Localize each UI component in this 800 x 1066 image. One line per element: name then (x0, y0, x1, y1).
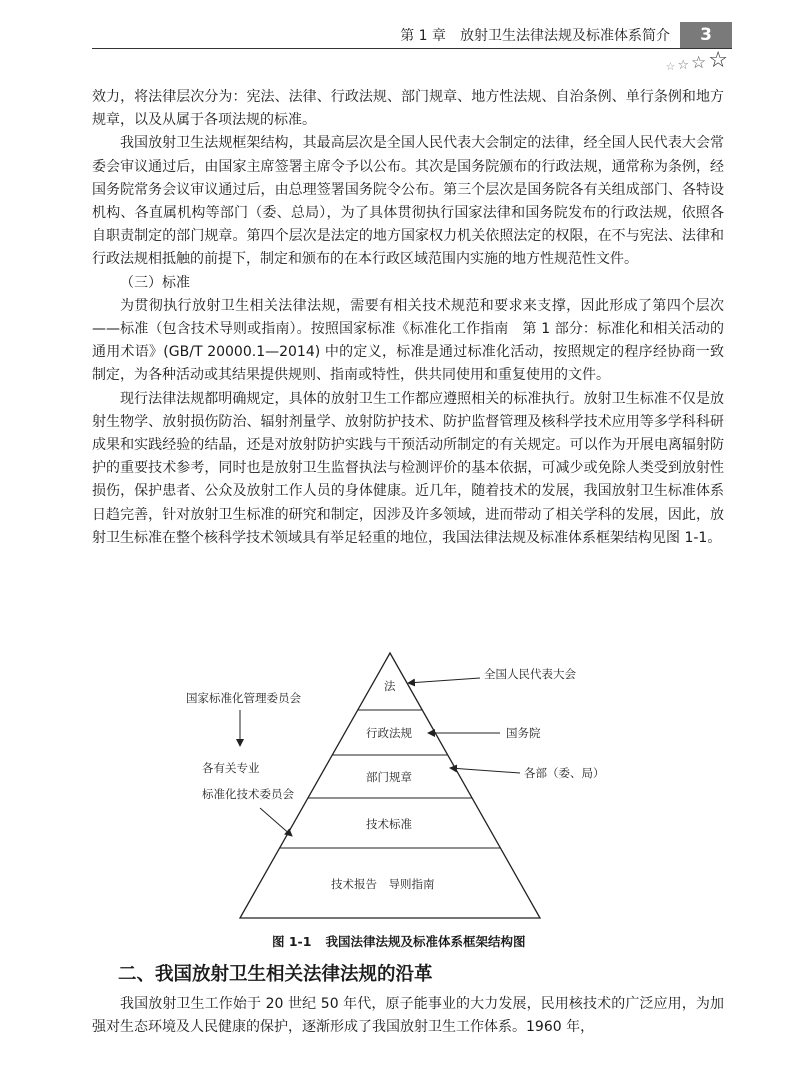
section-heading: 二、我国放射卫生相关法律法规的沿革 (118, 964, 433, 985)
label-ministries: 各部（委、局） (524, 766, 605, 780)
figure-title: 我国法律法规及标准体系框架结构图 (325, 934, 526, 949)
paragraph: 我国放射卫生法规框架结构，其最高层次是全国人民代表大会制定的法律，经全国人民代表大会常委会审议通过后，由国家主席签署主席令予以公布。其次是国务院颁布的行政法规，通常称为条例，经国务院常务会议审议通过后，由总理签署国务院令公布。第三个层次是国务院各有关组成部门、各特设机构、各直属机构等部门（委、总局），为了具体贯彻执行国家法律和国务院发布的行政法规，依照各自职责制定的部门规章。第四个层次是法定的地方国家权力机关依照法定的权限，在不与宪法、法律和行政法规相抵触的前提下，制定和颁布的在本行政区域范围内实施的地方性规范性文件。 (92, 135, 724, 268)
running-header (92, 22, 732, 49)
star-outline-icon: ☆ (691, 53, 707, 73)
figure-caption (272, 932, 525, 950)
paragraph: 现行法律法规都明确规定，具体的放射卫生工作都应遵照相关的标准执行。放射卫生标准不仅是放射生物学、放射损伤防治、辐射剂量学、放射防护技术、防护监督管理及核科学技术应用等多学科科研成果和实践经验的结晶，还是对放射防护实践与干预活动所制定的有关规定。可以作为开展电离辐射防护的重要技术参考，同时也是放射卫生监督执法与检测评价的基本依据，可减少或免除人类受到放射性损伤，保护患者、公众及放射工作人员的身体健康。近几年，随着技术的发展，我国放射卫生标准体系日趋完善，针对放射卫生标准的研究和制定，因涉及许多领域，进而带动了相关学科的发展，因此，放射卫生标准在整个核科学技术领域具有举足轻重的地位，我国法律法规及标准体系框架结构见图 1-1。 (92, 390, 724, 546)
figure-number: 图 1-1 (272, 934, 312, 949)
paragraph: 为贯彻执行放射卫生相关法律法规，需要有相关技术规范和要求来支撑，因此形成了第四个层次——标准（包含技术导则或指南）。按照国家标准《标准化工作指南 第 1 部分：标准化和相关活动的通用术语》(GB/T 20000.1—2014) 中的定义，标准是通过标准化活动，按照规定的程序经协商一致制定，为各种活动或其结果提供规则、指南或特性，供共同使用和重复使用的文件。 (92, 297, 724, 384)
pyramid-level-law: 法 (384, 679, 396, 693)
label-sac: 国家标准化管理委员会 (186, 691, 301, 705)
star-outline-icon: ☆ (708, 48, 728, 73)
subsection-heading: （三）标准 (120, 274, 190, 291)
pyramid-level-tech-reports: 技术报告 导则指南 (331, 877, 435, 891)
paragraph: 效力，将法律层次分为：宪法、法律、行政法规、部门规章、地方性法规、自治条例、单行条例和地方规章，以及从属于各项法规的标准。 (92, 89, 724, 129)
figure-pyramid (180, 648, 660, 933)
difficulty-rating (665, 50, 728, 72)
paragraph: 我国放射卫生工作始于 20 世纪 50 年代，原子能事业的大力发展，民用核技术的广泛应用，为加强对生态环境及人民健康的保护，逐渐形成了我国放射卫生工作体系。1960 年， (92, 996, 724, 1036)
body-text (92, 86, 724, 550)
label-committee-line2: 标准化技术委员会 (202, 787, 294, 801)
chapter-title: 第 1 章 放射卫生法律法规及标准体系简介 (400, 28, 670, 44)
label-npc: 全国人民代表大会 (484, 667, 576, 681)
label-state-council: 国务院 (506, 726, 541, 740)
star-outline-icon: ☆ (677, 58, 690, 73)
star-outline-icon: ☆ (665, 60, 676, 73)
page-number: 3 (680, 22, 732, 48)
pyramid-level-dept-rules: 部门规章 (366, 770, 412, 784)
label-committee-line1: 各有关专业 (202, 761, 260, 775)
pyramid-level-tech-standards: 技术标准 (366, 817, 412, 831)
pyramid-level-admin-regulations: 行政法规 (366, 726, 412, 740)
arrow-ministries (450, 768, 520, 773)
arrow-committee (260, 808, 292, 836)
arrow-npc (408, 678, 480, 683)
